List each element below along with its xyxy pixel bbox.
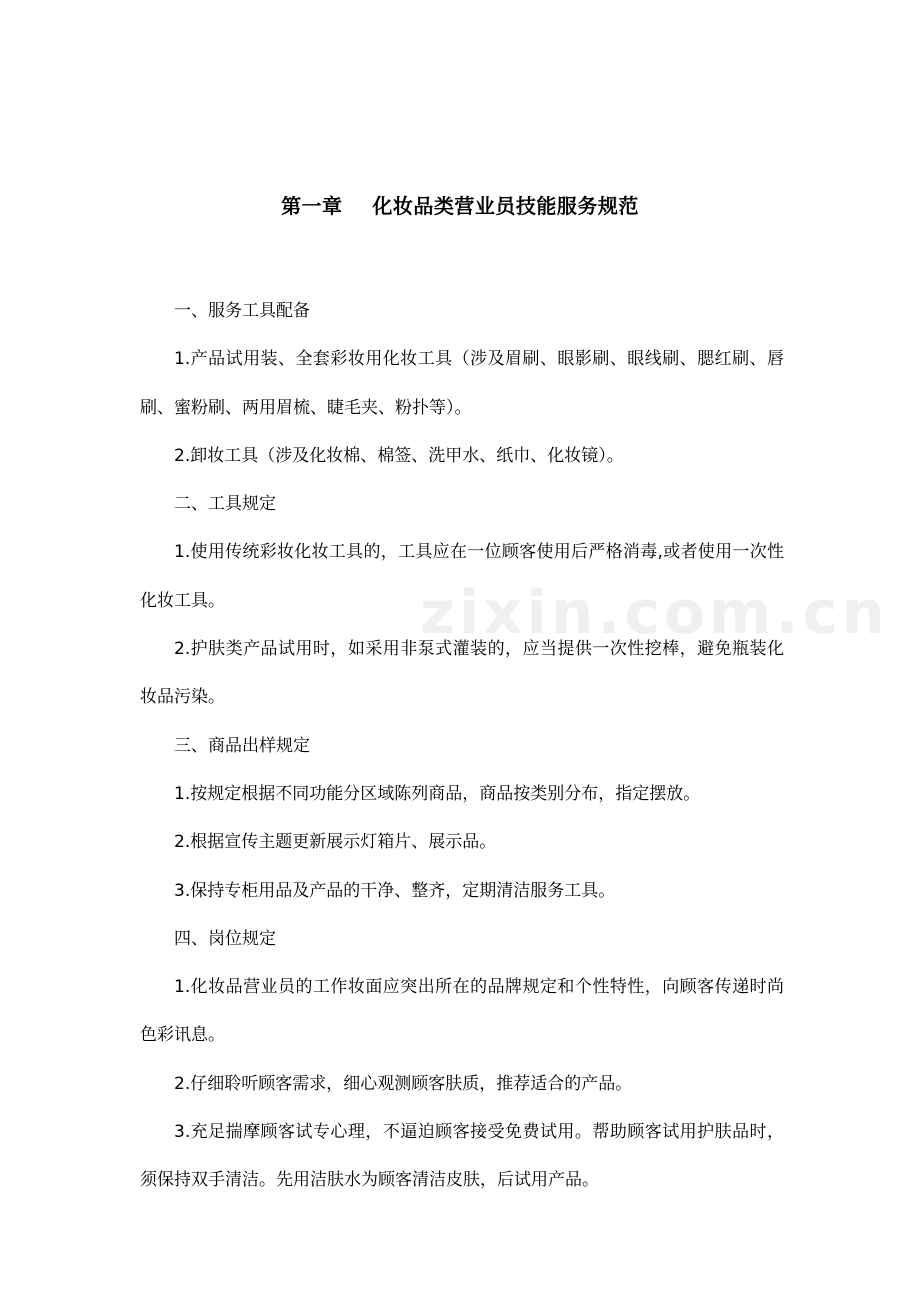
section-heading-display: 三、商品出样规定	[174, 735, 310, 756]
paragraph: 1.化妆品营业员的工作妆面应突出所在的品牌规定和个性特性，向顾客传递时尚色彩讯息。	[140, 977, 784, 1046]
paragraph: 3.充足揣摩顾客试专心理，不逼迫顾客接受免费试用。帮助顾客试用护肤品时，须保持双手清洁。先用洁肤水为顾客清洁皮肤，后试用产品。	[140, 1122, 784, 1191]
section-heading-tool-rules: 二、工具规定	[174, 494, 276, 515]
document-body	[140, 287, 784, 1205]
chapter-title: 第一章 化妆品类营业员技能服务规范	[281, 194, 639, 218]
paragraph: 2.护肤类产品试用时，如采用非泵式灌装的，应当提供一次性挖棒，避免瓶装化妆品污染。	[140, 639, 784, 708]
paragraph: 1.产品试用装、全套彩妆用化妆工具（涉及眉刷、眼影刷、眼线刷、腮红刷、唇刷、蜜粉刷、两用眉梳、睫毛夹、粉扑等）。	[140, 349, 784, 418]
section-heading-tools: 一、服务工具配备	[174, 301, 310, 321]
paragraph: 2.仔细聆听顾客需求，细心观测顾客肤质，推荐适合的产品。	[174, 1073, 633, 1094]
paragraph: 1.按规定根据不同功能分区域陈列商品，商品按类别分布，指定摆放。	[174, 783, 701, 804]
section-heading-post: 四、岗位规定	[174, 928, 276, 949]
paragraph: 2.卸妆工具（涉及化妆棉、棉签、洗甲水、纸巾、化妆镜）。	[174, 445, 624, 466]
paragraph: 1.使用传统彩妆化妆工具的，工具应在一位顾客使用后严格消毒,或者使用一次性化妆工具。	[140, 542, 784, 611]
paragraph: 2.根据宣传主题更新展示灯箱片、展示品。	[174, 832, 497, 853]
paragraph: 3.保持专柜用品及产品的干净、整齐，定期清洁服务工具。	[174, 880, 616, 901]
watermark: zixin.com.cn	[420, 578, 889, 648]
